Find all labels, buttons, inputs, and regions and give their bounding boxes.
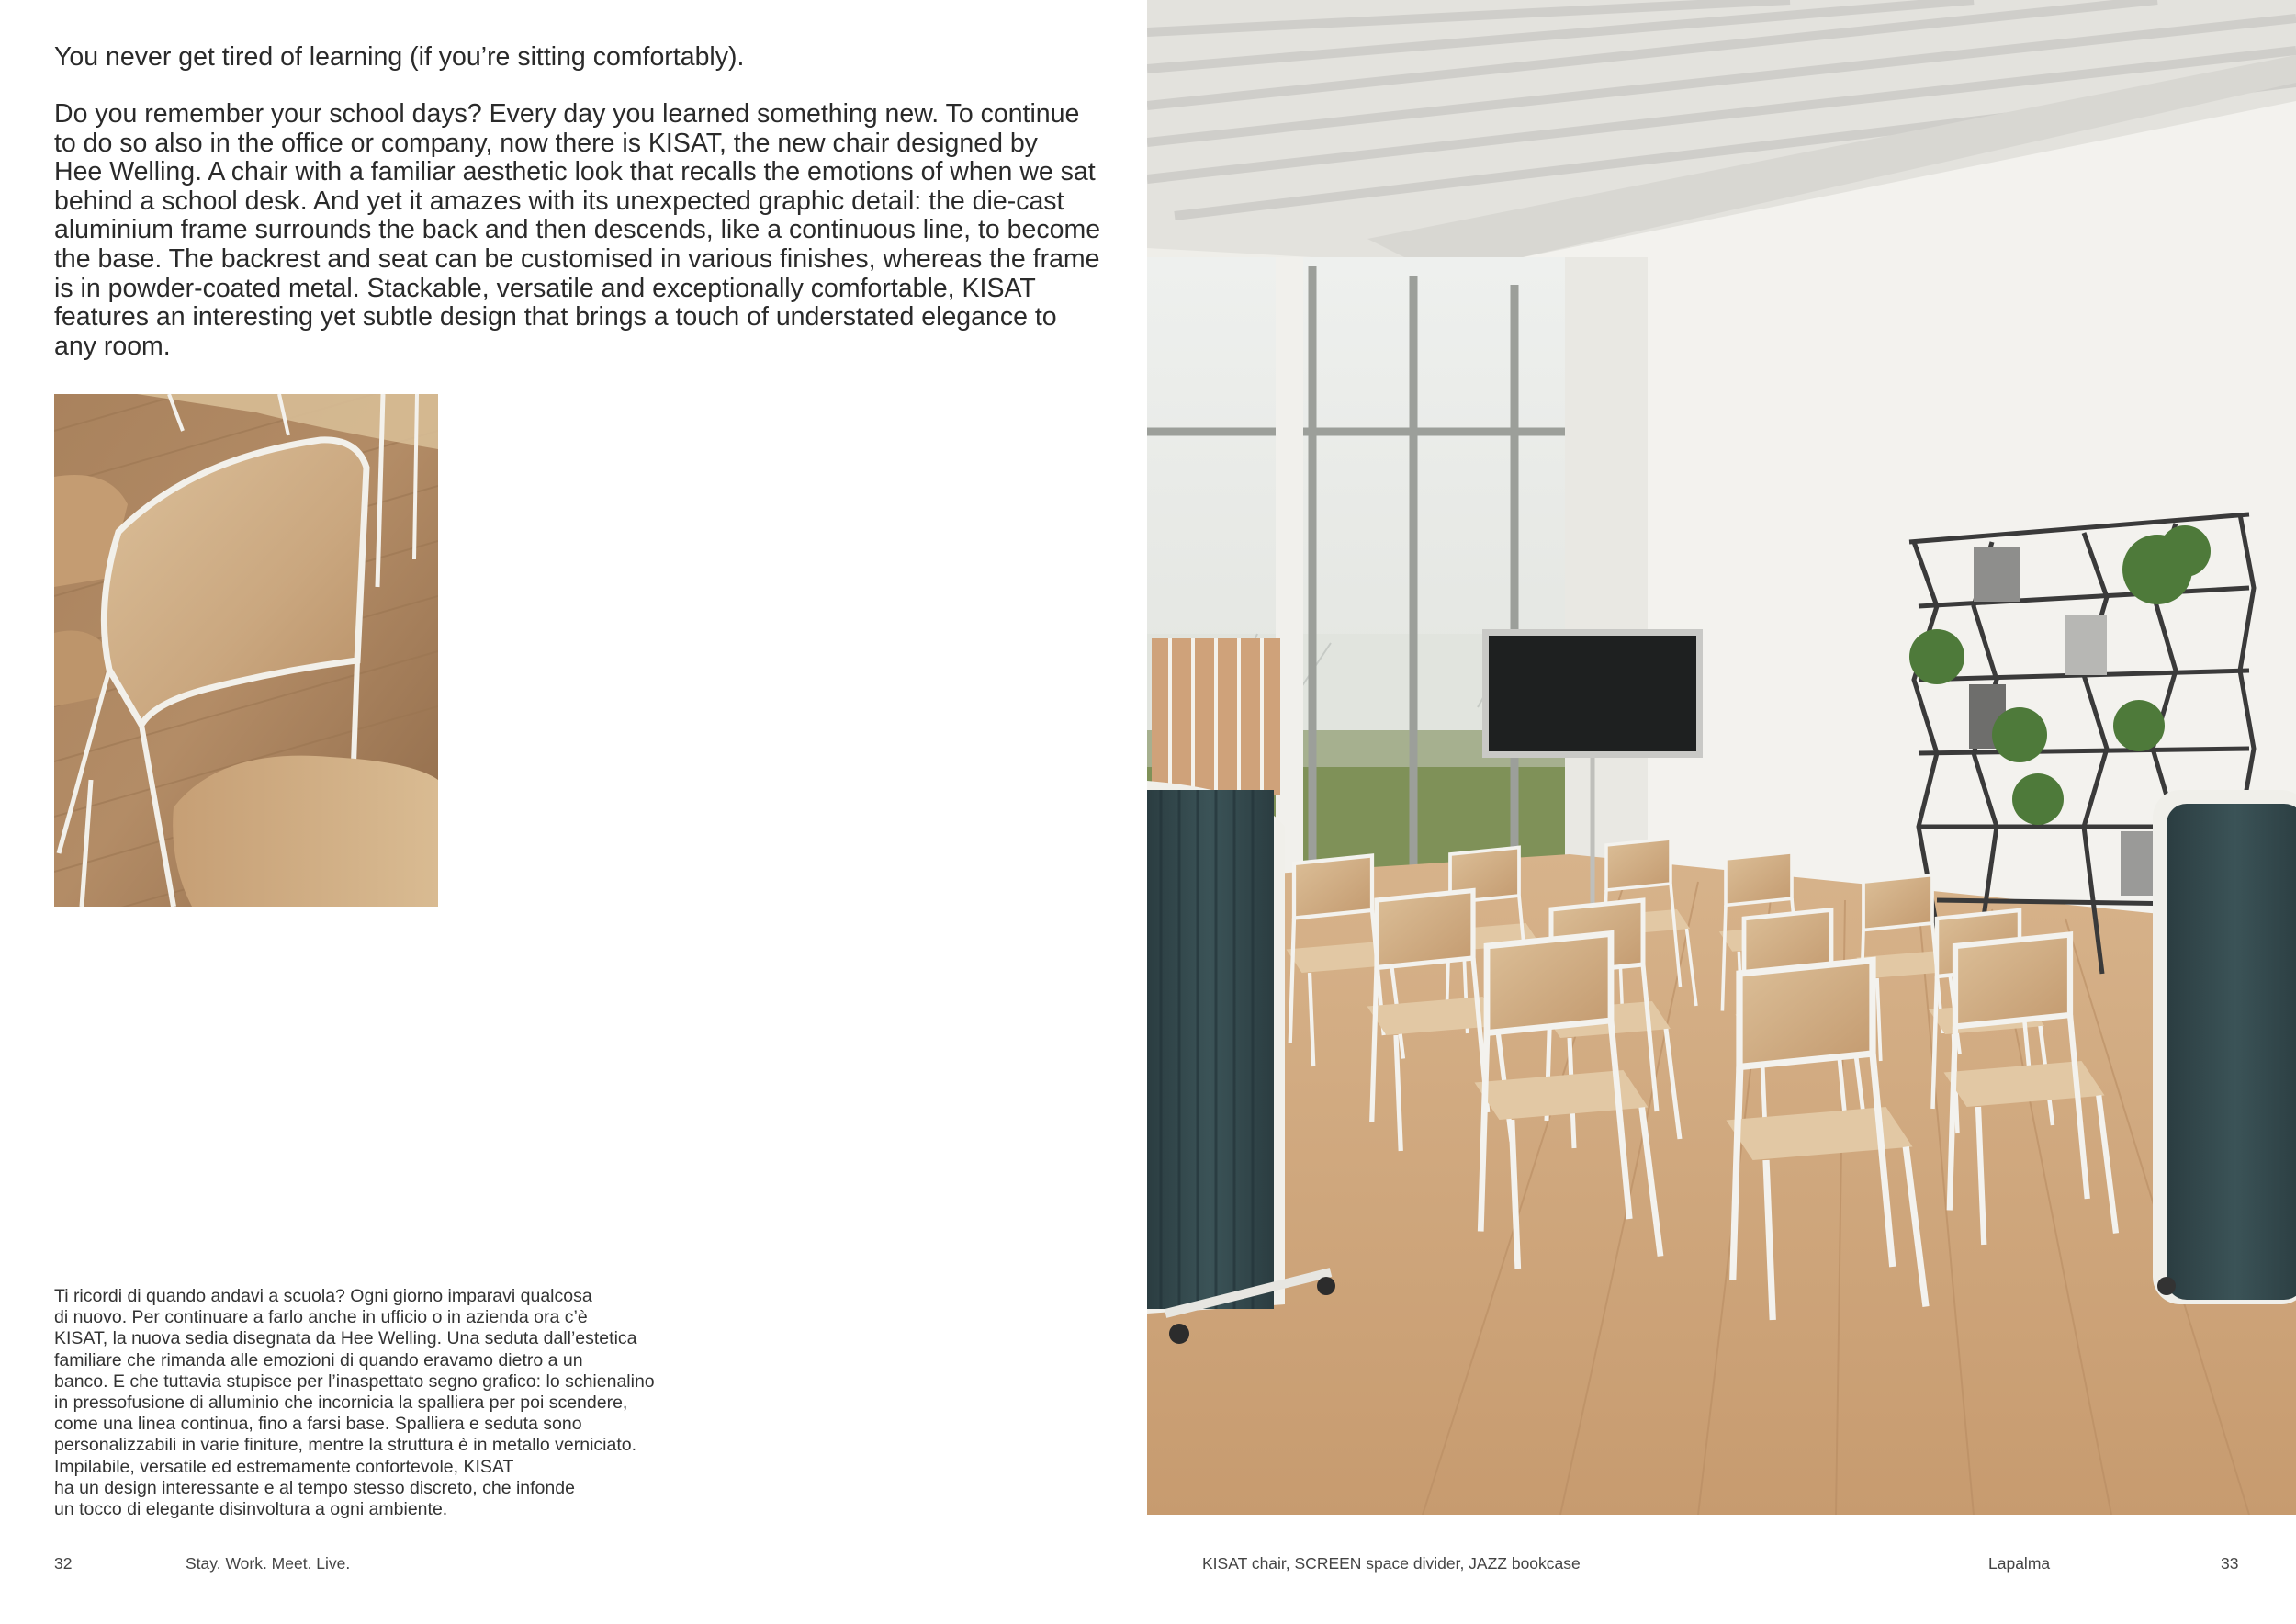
photo-caption: KISAT chair, SCREEN space divider, JAZZ bookcase <box>1202 1554 1581 1573</box>
body-it-line: banco. E che tuttavia stupisce per l’inaspettato segno grafico: lo schienalino <box>54 1370 655 1392</box>
body-it-line: Ti ricordi di quando andavi a scuola? Ogni giorno imparavi qualcosa <box>54 1286 592 1306</box>
body-it-line: un tocco di elegante disinvoltura a ogni ambiente. <box>54 1499 448 1520</box>
body-en-line: Do you remember your school days? Every day you learned something new. To continue <box>54 99 1080 129</box>
classroom-room-photo <box>1147 0 2296 1515</box>
body-en-line: any room. <box>54 331 171 361</box>
chair-detail-photo <box>54 394 438 907</box>
body-it-line: ha un design interessante e al tempo stesso discreto, che infonde <box>54 1477 575 1498</box>
body-en-line: the base. The backrest and seat can be customised in various finishes, whereas the frame <box>54 243 1100 274</box>
body-en-line: to do so also in the office or company, now there is KISAT, the new chair designed by <box>54 128 1038 158</box>
page-number-left: 32 <box>54 1554 73 1573</box>
body-text-english <box>54 100 1110 361</box>
body-en-line: is in powder-coated metal. Stackable, versatile and exceptionally comfortable, KISAT <box>54 273 1036 303</box>
body-it-line: Impilabile, versatile ed estremamente confortevole, KISAT <box>54 1456 514 1477</box>
body-it-line: familiare che rimanda alle emozioni di quando eravamo dietro a un <box>54 1349 583 1370</box>
body-en-line: features an interesting yet subtle design that brings a touch of understated elegance to <box>54 302 1057 333</box>
body-text-italian <box>54 1286 715 1520</box>
body-en-line: aluminium frame surrounds the back and then descends, like a continuous line, to become <box>54 215 1101 245</box>
body-it-line: di nuovo. Per continuare a farlo anche in ufficio o in azienda ora c’è <box>54 1307 588 1328</box>
body-it-line: come una linea continua, fino a farsi base. Spalliera e seduta sono <box>54 1414 582 1435</box>
body-it-line: KISAT, la nuova sedia disegnata da Hee Welling. Una seduta dall’estetica <box>54 1328 637 1349</box>
headline: You never get tired of learning (if you’re sitting comfortably). <box>54 42 745 72</box>
page-number-right: 33 <box>2221 1554 2239 1573</box>
body-it-line: in pressofusione di alluminio che incornicia la spalliera per poi scendere, <box>54 1393 628 1414</box>
body-en-line: Hee Welling. A chair with a familiar aesthetic look that recalls the emotions of when we sat <box>54 157 1096 187</box>
left-page <box>0 0 1147 1624</box>
body-en-line: behind a school desk. And yet it amazes with its unexpected graphic detail: the die-cast <box>54 186 1064 216</box>
brand-name: Lapalma <box>1988 1554 2051 1573</box>
body-it-line: personalizzabili in varie finiture, mentre la struttura è in metallo verniciato. <box>54 1435 637 1456</box>
footer-tagline: Stay. Work. Meet. Live. <box>186 1554 351 1573</box>
